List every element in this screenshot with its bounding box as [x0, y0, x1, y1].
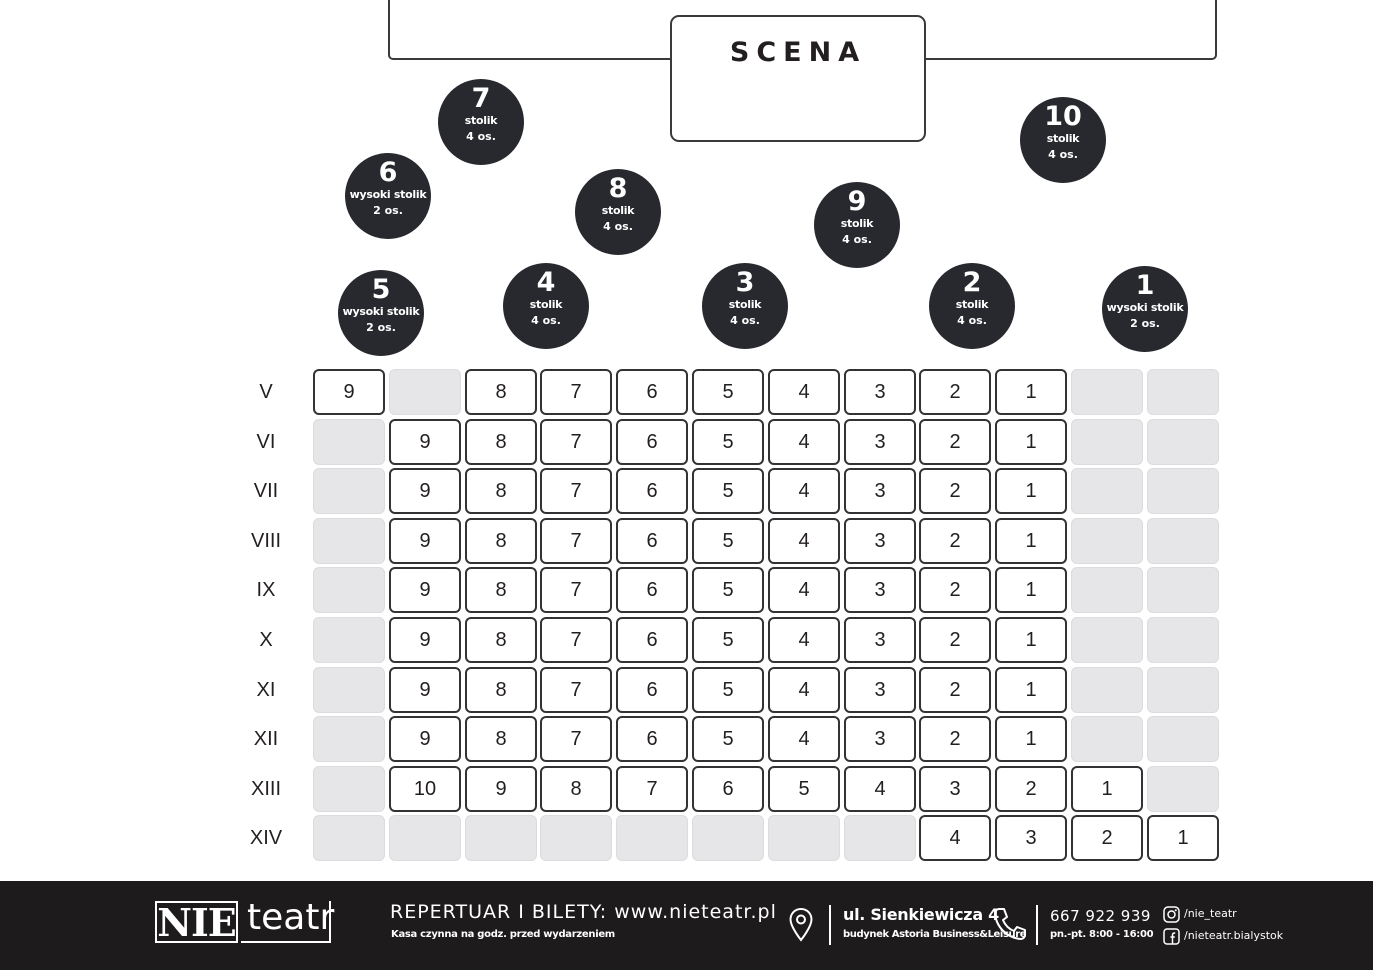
- table-number: 6: [378, 157, 398, 188]
- seat[interactable]: 5: [692, 468, 764, 514]
- seat[interactable]: 10: [389, 766, 461, 812]
- table-capacity: 2 os.: [1130, 317, 1160, 330]
- seat[interactable]: 9: [389, 468, 461, 514]
- row-label: VI: [256, 431, 276, 453]
- seat[interactable]: 5: [692, 567, 764, 613]
- seat[interactable]: 1: [1147, 815, 1219, 861]
- seat[interactable]: 5: [692, 716, 764, 762]
- table-5[interactable]: [338, 270, 424, 356]
- table-number: 5: [371, 274, 391, 305]
- seat[interactable]: 3: [844, 369, 916, 415]
- empty-seat-slot: [1147, 369, 1219, 415]
- empty-seat-slot: [1071, 468, 1143, 514]
- table-4[interactable]: [503, 263, 589, 349]
- table-capacity: 4 os.: [842, 233, 872, 246]
- seat[interactable]: 1: [1071, 766, 1143, 812]
- seat[interactable]: 5: [692, 518, 764, 564]
- seat[interactable]: 1: [995, 468, 1067, 514]
- seat[interactable]: 2: [995, 766, 1067, 812]
- row-label: VIII: [250, 530, 281, 552]
- empty-seat-slot: [313, 815, 385, 861]
- table-kind: stolik: [955, 298, 989, 311]
- seat[interactable]: 8: [465, 518, 537, 564]
- seat[interactable]: 4: [768, 667, 840, 713]
- seat[interactable]: 4: [844, 766, 916, 812]
- seat[interactable]: 8: [465, 567, 537, 613]
- seat[interactable]: 5: [692, 419, 764, 465]
- logo-nie-text: NIE: [155, 901, 238, 943]
- table-number: 2: [962, 267, 982, 298]
- seat[interactable]: 4: [768, 468, 840, 514]
- seat[interactable]: 5: [692, 369, 764, 415]
- seat[interactable]: 7: [540, 567, 612, 613]
- table-capacity: 4 os.: [531, 314, 561, 327]
- seat[interactable]: 6: [616, 419, 688, 465]
- empty-seat-slot: [844, 815, 916, 861]
- table-3[interactable]: [702, 263, 788, 349]
- table-kind: stolik: [840, 217, 874, 230]
- seat[interactable]: 3: [995, 815, 1067, 861]
- empty-seat-slot: [1071, 567, 1143, 613]
- row-label: XII: [253, 728, 279, 750]
- empty-seat-slot: [1071, 518, 1143, 564]
- footer-divider: [829, 905, 831, 945]
- instagram-handle[interactable]: /nie_teatr: [1184, 907, 1237, 920]
- table-kind: stolik: [529, 298, 563, 311]
- seat[interactable]: 2: [919, 369, 991, 415]
- seat[interactable]: 5: [692, 617, 764, 663]
- seat[interactable]: 2: [919, 667, 991, 713]
- row-label: VII: [253, 480, 279, 502]
- empty-seat-slot: [1147, 766, 1219, 812]
- empty-seat-slot: [616, 815, 688, 861]
- seat[interactable]: 9: [465, 766, 537, 812]
- seat[interactable]: 1: [995, 716, 1067, 762]
- row-label: V: [259, 381, 273, 403]
- seat[interactable]: 4: [768, 716, 840, 762]
- empty-seat-slot: [1147, 419, 1219, 465]
- seat[interactable]: 6: [616, 369, 688, 415]
- row-label: XIII: [250, 778, 281, 800]
- empty-seat-slot: [313, 766, 385, 812]
- empty-seat-slot: [540, 815, 612, 861]
- table-capacity: 4 os.: [603, 220, 633, 233]
- row-label: IX: [256, 579, 276, 601]
- table-capacity: 4 os.: [957, 314, 987, 327]
- row-label: XI: [256, 679, 276, 701]
- seat[interactable]: 2: [1071, 815, 1143, 861]
- empty-seat-slot: [465, 815, 537, 861]
- empty-seat-slot: [1147, 667, 1219, 713]
- empty-seat-slot: [313, 567, 385, 613]
- seat[interactable]: 1: [995, 617, 1067, 663]
- empty-seat-slot: [313, 617, 385, 663]
- seat[interactable]: 3: [919, 766, 991, 812]
- empty-seat-slot: [1071, 667, 1143, 713]
- seat[interactable]: 5: [692, 667, 764, 713]
- seat[interactable]: 6: [616, 667, 688, 713]
- seat[interactable]: 2: [919, 468, 991, 514]
- logo-teatr-text: teatr: [241, 901, 331, 943]
- facebook-icon[interactable]: [1163, 928, 1180, 949]
- table-kind: wysoki stolik: [349, 188, 427, 201]
- seat[interactable]: 4: [768, 567, 840, 613]
- table-number: 4: [536, 267, 556, 298]
- seat[interactable]: 9: [389, 567, 461, 613]
- seat[interactable]: 2: [919, 567, 991, 613]
- empty-seat-slot: [768, 815, 840, 861]
- table-number: 10: [1044, 101, 1082, 132]
- table-capacity: 2 os.: [373, 204, 403, 217]
- seat[interactable]: 6: [616, 716, 688, 762]
- empty-seat-slot: [1071, 369, 1143, 415]
- seat[interactable]: 4: [768, 419, 840, 465]
- empty-seat-slot: [389, 815, 461, 861]
- seat[interactable]: 8: [465, 667, 537, 713]
- table-2[interactable]: [929, 263, 1015, 349]
- seat[interactable]: 9: [389, 667, 461, 713]
- table-capacity: 4 os.: [730, 314, 760, 327]
- empty-seat-slot: [313, 419, 385, 465]
- table-number: 9: [847, 186, 867, 217]
- seat[interactable]: 6: [692, 766, 764, 812]
- address-building: budynek Astoria Business&Leisure: [843, 929, 1027, 940]
- empty-seat-slot: [1071, 617, 1143, 663]
- stage: [670, 15, 926, 142]
- repertuar-link[interactable]: REPERTUAR I BILETY: www.nieteatr.pl: [390, 901, 777, 923]
- seat[interactable]: 1: [995, 567, 1067, 613]
- seat[interactable]: 2: [919, 716, 991, 762]
- table-capacity: 4 os.: [466, 130, 496, 143]
- table-6[interactable]: [345, 153, 431, 239]
- seat[interactable]: 9: [389, 419, 461, 465]
- empty-seat-slot: [1147, 716, 1219, 762]
- seat[interactable]: 2: [919, 419, 991, 465]
- seat[interactable]: 2: [919, 617, 991, 663]
- location-pin-icon: [788, 907, 814, 947]
- empty-seat-slot: [1071, 716, 1143, 762]
- table-kind: stolik: [728, 298, 762, 311]
- instagram-icon[interactable]: [1163, 906, 1180, 927]
- seat[interactable]: 6: [616, 468, 688, 514]
- seat[interactable]: 8: [465, 468, 537, 514]
- seat[interactable]: 8: [465, 369, 537, 415]
- table-kind: stolik: [464, 114, 498, 127]
- facebook-handle[interactable]: /nieteatr.bialystok: [1184, 929, 1284, 942]
- seat[interactable]: 3: [844, 667, 916, 713]
- box-office-note: Kasa czynna na godz. przed wydarzeniem: [391, 929, 615, 940]
- seat[interactable]: 6: [616, 567, 688, 613]
- seat[interactable]: 7: [540, 419, 612, 465]
- seat[interactable]: 1: [995, 369, 1067, 415]
- seat[interactable]: 9: [389, 617, 461, 663]
- table-number: 7: [471, 83, 491, 114]
- empty-seat-slot: [313, 667, 385, 713]
- empty-seat-slot: [389, 369, 461, 415]
- table-number: 8: [608, 173, 628, 204]
- table-capacity: 2 os.: [366, 321, 396, 334]
- seat[interactable]: 8: [465, 419, 537, 465]
- table-kind: wysoki stolik: [342, 305, 420, 318]
- seat[interactable]: 4: [768, 617, 840, 663]
- table-7[interactable]: [438, 79, 524, 165]
- address-street: ul. Sienkiewicza 4: [843, 905, 999, 924]
- seat[interactable]: 9: [313, 369, 385, 415]
- seat[interactable]: 6: [616, 617, 688, 663]
- empty-seat-slot: [1147, 617, 1219, 663]
- empty-seat-slot: [692, 815, 764, 861]
- seat[interactable]: 2: [919, 518, 991, 564]
- table-kind: stolik: [1046, 132, 1080, 145]
- empty-seat-slot: [1147, 468, 1219, 514]
- table-number: 1: [1135, 270, 1155, 301]
- table-9[interactable]: [814, 182, 900, 268]
- seat[interactable]: 8: [465, 617, 537, 663]
- seat[interactable]: 9: [389, 716, 461, 762]
- nieteatr-logo[interactable]: [155, 897, 335, 945]
- table-10[interactable]: [1020, 97, 1106, 183]
- empty-seat-slot: [1147, 518, 1219, 564]
- seat[interactable]: 7: [540, 617, 612, 663]
- footer-divider: [1036, 905, 1038, 945]
- seat[interactable]: 4: [919, 815, 991, 861]
- empty-seat-slot: [313, 716, 385, 762]
- seat[interactable]: 3: [844, 617, 916, 663]
- seat[interactable]: 6: [616, 518, 688, 564]
- stage-label: SCENA: [729, 37, 867, 68]
- seat[interactable]: 3: [844, 567, 916, 613]
- table-capacity: 4 os.: [1048, 148, 1078, 161]
- seat[interactable]: 9: [389, 518, 461, 564]
- seat[interactable]: 4: [768, 518, 840, 564]
- phone-number[interactable]: 667 922 939: [1050, 907, 1151, 925]
- seat[interactable]: 1: [995, 419, 1067, 465]
- table-8[interactable]: [575, 169, 661, 255]
- empty-seat-slot: [1071, 419, 1143, 465]
- seat[interactable]: 3: [844, 419, 916, 465]
- phone-icon: [992, 906, 1028, 946]
- office-hours: pn.-pt. 8:00 - 16:00: [1050, 929, 1154, 940]
- seat[interactable]: 3: [844, 518, 916, 564]
- footer: [0, 881, 1373, 970]
- seat[interactable]: 4: [768, 369, 840, 415]
- seat[interactable]: 8: [540, 766, 612, 812]
- row-label: X: [259, 629, 273, 651]
- seat[interactable]: 7: [616, 766, 688, 812]
- empty-seat-slot: [313, 518, 385, 564]
- seat[interactable]: 8: [465, 716, 537, 762]
- empty-seat-slot: [313, 468, 385, 514]
- seat[interactable]: 3: [844, 716, 916, 762]
- empty-seat-slot: [1147, 567, 1219, 613]
- seat[interactable]: 5: [768, 766, 840, 812]
- seat[interactable]: 7: [540, 518, 612, 564]
- seat[interactable]: 7: [540, 716, 612, 762]
- seat[interactable]: 3: [844, 468, 916, 514]
- table-kind: stolik: [601, 204, 635, 217]
- table-1[interactable]: [1102, 266, 1188, 352]
- table-number: 3: [735, 267, 755, 298]
- seat[interactable]: 7: [540, 667, 612, 713]
- row-label: XIV: [249, 827, 283, 849]
- seat[interactable]: 1: [995, 667, 1067, 713]
- seat[interactable]: 7: [540, 468, 612, 514]
- table-kind: wysoki stolik: [1106, 301, 1184, 314]
- seat[interactable]: 7: [540, 369, 612, 415]
- seat[interactable]: 1: [995, 518, 1067, 564]
